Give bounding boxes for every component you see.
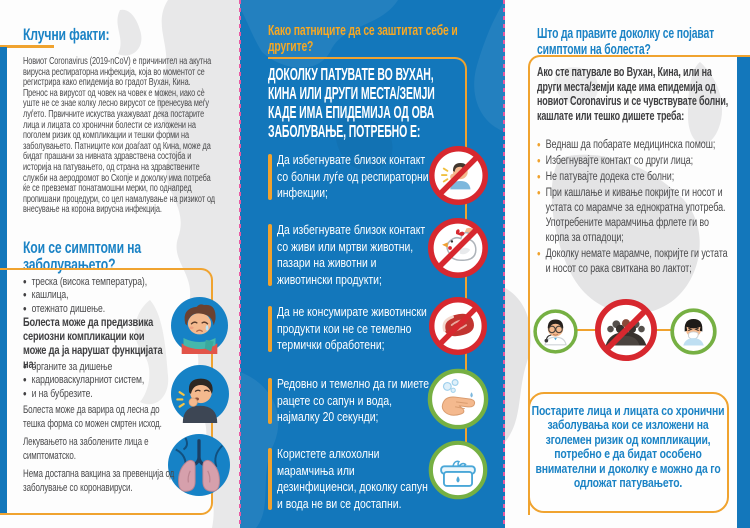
- complications-list: [23, 361, 179, 401]
- elderly-notice-text: Постарите лица и лицата со хронични заболувања кои се изложени на зголемен ризик од компликации, потребно е да бидат особено внимателни и доколку е можно да го одложат патувањето.: [531, 403, 725, 491]
- lungs-icon: [168, 434, 230, 496]
- travel-warning-subheading: ДОКОЛКУ ПАТУВАТЕ ВО ВУХАН, КИНА ИЛИ ДРУГИ МЕСТА/ЗЕМЈИ КАДЕ ИМА ЕПИДЕМИЈА ОД ОВА ЗАБОЛУВАЊЕ, ПОТРЕБНО Е:: [268, 64, 435, 141]
- complication-item: • кардиоваскуларниот систем,: [23, 374, 179, 387]
- item-accent-bar: [268, 224, 272, 286]
- no-contact-sick-person-icon: [429, 146, 488, 205]
- severity-paragraph: Болеста може да варира од лесна до тешка форма со можен смртен исход.: [23, 404, 162, 430]
- fold-line-left: [239, 0, 241, 528]
- no-raw-meat-icon: [429, 297, 487, 355]
- item-accent-bar: [268, 154, 272, 200]
- complication-item: • и на бубрезите.: [23, 388, 179, 401]
- advice-item: • Избегнувајте контакт со други лица;: [537, 154, 732, 169]
- symptom-item: • треска (висока температура),: [23, 276, 179, 289]
- protect-item-text: Редовно и темелно да ги миете рацете со сапун и вода, најмалку 20 секунди;: [277, 376, 430, 424]
- complications-intro: Болеста може да предизвика сериозни компликации кои може да ја нарушат функцијата на:: [23, 316, 163, 371]
- no-crowd-icon: [595, 299, 657, 361]
- sneezing-boy-icon: [670, 308, 717, 355]
- advice-item: • При кашлање и кивање покријте ги носот и устата со марамче за еднократна употреба. Употребените марамчиња фрлете ги во корпа за отпадоци;: [537, 186, 732, 246]
- fold-line-right: [503, 0, 505, 528]
- key-facts-paragraph: Новиот Coronavirus (2019-nCoV) е причинител на акутна вирусна респираторна инфекција, која во моментот се регистрира како епидемија во градот Вухан, Кина. Пренос на вирусот од човек на човек е можен, иако сè уште не се знае колку лесно вирусот се пренесува меѓу луѓето. Првичните искуства укажуваат дека постарите лица и лицата со хронични болести се изложени на поголем ризик од компликации и тешки форми на заболувањето. Патниците кои доаѓаат од Кина, може да бидат прашани за нивната здравствена состојба и историја на патувањето, од страна на здравствените служби на аеродромот во Скопје и доколку има потреба ќе се превземат понатамошни мерки, по однапред пропишани процедури, со цел намалување на ризикот од внесување на корона вирусна инфекција.: [23, 56, 215, 216]
- wash-hands-icon: [427, 368, 489, 430]
- advice-item: • Веднаш да побарате медицинска помош;: [537, 138, 732, 153]
- protect-item-text: Да избегнувате близок контакт со живи или мртви животни, пазари на животни и животински продукти;: [277, 222, 426, 287]
- coughing-man-icon: [171, 365, 229, 423]
- item-accent-bar: [268, 448, 272, 510]
- complication-item: • органите за дишење: [23, 361, 179, 374]
- doctor-icon: [533, 309, 578, 354]
- vaccine-paragraph: Нема достапна вакцина за превенција од заболување со коронавируси.: [23, 468, 175, 494]
- travelled-intro-text: Ако сте патувале во Вухан, Кина, или на други места/земји каде има епидемија од новиот Coronavirus и се чувствувате болни, кашлате или тешко дишете треба:: [537, 64, 729, 123]
- item-accent-bar: [268, 378, 272, 424]
- symptom-item: • кашлица,: [23, 289, 179, 302]
- item-accent-bar: [268, 306, 272, 352]
- key-facts-underline: [0, 45, 54, 48]
- right-edge-blue-strip: [737, 57, 750, 528]
- protect-item-text: Користете алкохолни марамчиња или дезинфициенси, доколку сапун и вода не ви се достапни.: [277, 446, 428, 511]
- protect-heading: Како патниците да се заштитат себе и другите?: [268, 23, 458, 55]
- advice-item: • Не патувајте додека сте болни;: [537, 170, 732, 185]
- advice-item: • Доколку немате марамче, покријте ги устата и носот со рака свиткана во лактот;: [537, 247, 732, 277]
- symptom-item: • отежнато дишење.: [23, 303, 179, 316]
- symptoms-heading: Кои се симптоми на заболувањето?: [23, 239, 142, 274]
- wet-wipes-icon: [428, 440, 488, 500]
- crying-sick-man-icon: [171, 297, 228, 354]
- no-animals-icon: [428, 218, 488, 278]
- key-facts-heading: Клучни факти:: [23, 26, 110, 44]
- protect-item-text: Да не консумирате животински продукти кои не се темелно термички обработени;: [277, 304, 427, 352]
- what-to-do-heading: Што да правите доколку се појават симптоми на болеста?: [537, 26, 715, 58]
- symptoms-list: [23, 276, 179, 316]
- advice-list: [537, 138, 732, 277]
- protect-item-text: Да избегнувате близок контакт со болни луѓе од респираторни инфекции;: [277, 152, 429, 200]
- elderly-notice-box: [528, 392, 729, 513]
- treatment-paragraph: Лекувањето на заболените лица е симптоматско.: [23, 436, 149, 462]
